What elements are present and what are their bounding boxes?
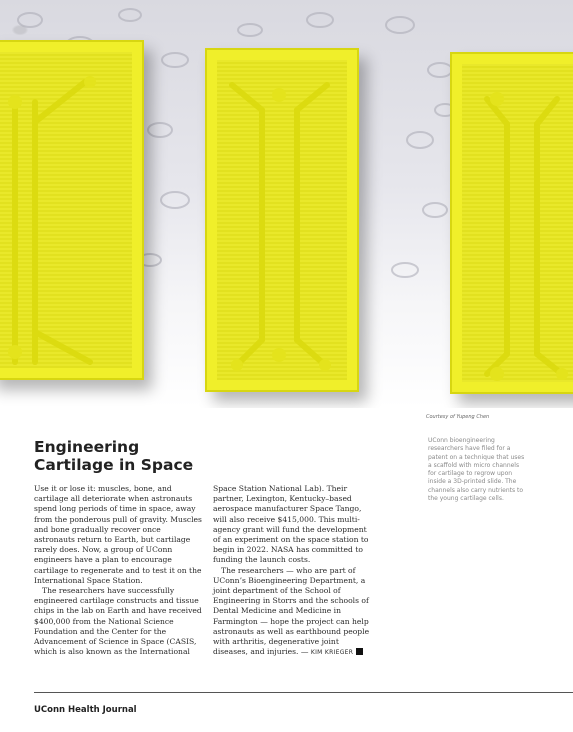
byline: KIM KRIEGER [310, 649, 354, 657]
publication-name: UConn Health Journal [34, 705, 137, 715]
chip-right [450, 52, 573, 394]
title-line-1: Engineering [34, 438, 140, 456]
chip-left [0, 40, 144, 380]
paragraph-last [213, 566, 375, 659]
paragraph-text: The researchers — who are part of UConn’s Bioengineering Department, a joint department of the School of Engineering in Storrs and the schools of Dental Medicine and Medicine in Farmington — hope the project can help astronauts as well as earthbound people with arthritis, degenerative joint diseases, and injuries. — [213, 565, 370, 657]
chip-center [205, 48, 359, 392]
article-column-1 [34, 484, 202, 657]
sidebar-caption: UConn bioengineering researchers have filed for a patent on a technique that uses a scaffold with micro channels for cartilage to regrow upon inside a 3D-printed slide. The channels also carry nutrients to the young cartilage cells. [428, 437, 525, 503]
photo-credit: Courtesy of Yupeng Chen [426, 414, 490, 420]
footer-rule [34, 692, 573, 693]
article-title [34, 438, 234, 474]
paragraph: Space Station National Lab). Their partner, Lexington, Kentucky–based aerospace manufacturer Space Tango, will also receive $415,000. This multi-agency grant will fund the development of an experiment on the space station to begin in 2022. NASA has committed to funding the launch costs. [213, 484, 369, 565]
article-column-2 [213, 484, 375, 658]
paragraph: The researchers have successfully engineered cartilage constructs and tissue chips in the lab on Earth and have received $400,000 from the National Science Foundation and the Center for the Advancement of Science in Space (CASIS, which is also known as the International [34, 586, 202, 657]
title-line-2: Cartilage in Space [34, 456, 194, 474]
paragraph: Use it or lose it: muscles, bone, and cartilage all deteriorate when astronauts spend long periods of time in space, away from the ponderous pull of gravity. Muscles and bone gradually recover once astronauts return to Earth, but cartilage rarely does. Now, a group of UConn engineers have a plan to encourage cartilage to regenerate and to test it on the International Space Station. [34, 484, 202, 585]
end-mark-icon [356, 648, 363, 655]
